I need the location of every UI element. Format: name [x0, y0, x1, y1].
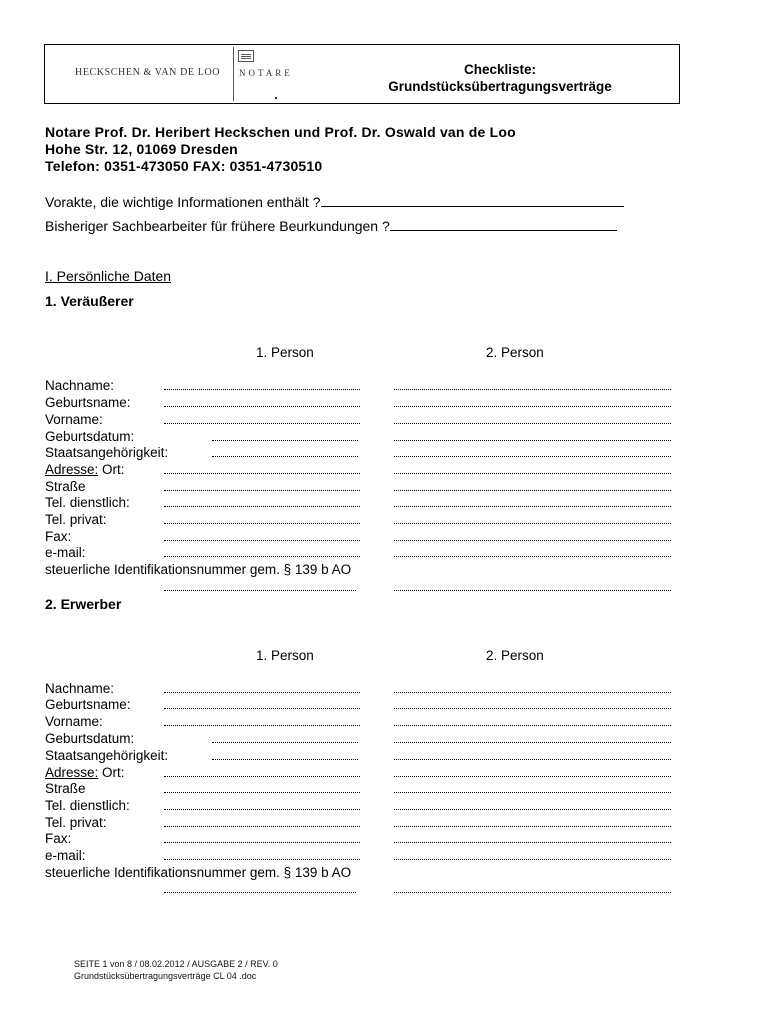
document-title-line1: Checkliste: — [463, 62, 537, 77]
logo-divider — [233, 47, 234, 101]
label-ort-erwerber: Ort: — [98, 765, 125, 780]
label-geburtsdatum-erwerber: Geburtsdatum: — [45, 731, 135, 746]
crest-icon — [238, 50, 254, 62]
field-ort-erwerber-p1[interactable] — [164, 774, 360, 777]
column-person-2: 2. Person — [486, 345, 544, 360]
field-strasse-p2[interactable] — [394, 488, 671, 491]
label-strasse: Straße — [45, 479, 86, 494]
field-geburtsname-erwerber-p2[interactable] — [394, 706, 671, 709]
label-email: e-mail: — [45, 545, 86, 560]
column-person-1: 1. Person — [256, 345, 314, 360]
field-geburtsname-p2[interactable] — [394, 404, 671, 407]
field-tel-dienstlich-p1[interactable] — [164, 504, 360, 507]
field-email-p1[interactable] — [164, 554, 360, 557]
field-vorname-p2[interactable] — [394, 421, 671, 424]
field-tel-dienstlich-erwerber-p2[interactable] — [394, 807, 671, 810]
field-nachname-p2[interactable] — [394, 387, 671, 390]
field-geburtsdatum-p2[interactable] — [394, 438, 671, 441]
question-vorakte — [45, 194, 624, 210]
field-ort-erwerber-p2[interactable] — [394, 774, 671, 777]
field-tel-privat-p2[interactable] — [394, 521, 671, 524]
address-line-1: Notare Prof. Dr. Heribert Heckschen und Prof. Dr. Oswald van de Loo — [45, 124, 516, 140]
field-geburtsname-erwerber-p1[interactable] — [164, 706, 360, 709]
logo-notare: NOTARE — [239, 68, 293, 78]
label-vorname: Vorname: — [45, 412, 103, 427]
field-geburtsdatum-erwerber-p1[interactable] — [212, 740, 358, 743]
field-email-erwerber-p1[interactable] — [164, 857, 360, 860]
column-person-2-erwerber: 2. Person — [486, 648, 544, 663]
field-fax-erwerber-p1[interactable] — [164, 840, 360, 843]
label-staatsangehoerigkeit: Staatsangehörigkeit: — [45, 445, 169, 460]
field-steuer-id-erwerber-p2[interactable] — [394, 890, 671, 893]
question-vorakte-label: Vorakte, die wichtige Informationen enthält ? — [45, 194, 321, 210]
field-steuer-id-p2[interactable] — [394, 588, 671, 591]
field-nachname-erwerber-p1[interactable] — [164, 690, 360, 693]
field-ort-p1[interactable] — [164, 471, 360, 474]
label-tel-privat-erwerber: Tel. privat: — [45, 815, 107, 830]
document-title-line2: Grundstücksübertragungsverträge — [388, 79, 612, 94]
field-tel-dienstlich-erwerber-p1[interactable] — [164, 807, 360, 810]
field-tel-dienstlich-p2[interactable] — [394, 504, 671, 507]
field-vorname-erwerber-p2[interactable] — [394, 723, 671, 726]
field-nachname-erwerber-p2[interactable] — [394, 690, 671, 693]
field-strasse-erwerber-p2[interactable] — [394, 790, 671, 793]
footer-filename: Grundstücksübertragungsverträge CL 04 .doc — [74, 971, 257, 981]
label-nachname-erwerber: Nachname: — [45, 681, 115, 696]
address-line-3: Telefon: 0351-473050 FAX: 0351-4730510 — [45, 158, 323, 174]
label-tel-privat: Tel. privat: — [45, 512, 107, 527]
label-adresse: Adresse: — [45, 462, 99, 477]
section-title: I. Persönliche Daten — [45, 268, 172, 284]
field-strasse-erwerber-p1[interactable] — [164, 790, 360, 793]
field-strasse-p1[interactable] — [164, 488, 360, 491]
field-fax-p2[interactable] — [394, 538, 671, 541]
field-geburtsname-p1[interactable] — [164, 404, 360, 407]
address-line-2: Hohe Str. 12, 01069 Dresden — [45, 141, 238, 157]
subsection-veraeusserer: 1. Veräußerer — [45, 293, 134, 309]
field-fax-erwerber-p2[interactable] — [394, 840, 671, 843]
label-adresse-ort-erwerber — [45, 765, 125, 781]
question-sachbearbeiter — [45, 218, 617, 234]
field-geburtsdatum-p1[interactable] — [212, 438, 358, 441]
field-nachname-p1[interactable] — [164, 387, 360, 390]
field-vorname-p1[interactable] — [164, 421, 360, 424]
label-strasse-erwerber: Straße — [45, 781, 86, 796]
label-staatsangehoerigkeit-erwerber: Staatsangehörigkeit: — [45, 748, 169, 763]
field-email-p2[interactable] — [394, 554, 671, 557]
header-box — [44, 44, 680, 104]
label-vorname-erwerber: Vorname: — [45, 714, 103, 729]
label-ort: Ort: — [98, 462, 125, 477]
field-geburtsdatum-erwerber-p2[interactable] — [394, 740, 671, 743]
label-tel-dienstlich-erwerber: Tel. dienstlich: — [45, 798, 130, 813]
label-geburtsname: Geburtsname: — [45, 395, 131, 410]
label-steuer-id: steuerliche Identifikationsnummer gem. § 139 b AO — [45, 562, 352, 577]
label-adresse-ort — [45, 462, 125, 478]
subsection-erwerber: 2. Erwerber — [45, 596, 122, 612]
label-nachname: Nachname: — [45, 378, 115, 393]
sachbearbeiter-input-line[interactable] — [390, 218, 617, 231]
label-tel-dienstlich: Tel. dienstlich: — [45, 495, 130, 510]
field-staatsangehoerigkeit-p2[interactable] — [394, 454, 671, 457]
label-adresse-erwerber: Adresse: — [45, 765, 99, 780]
field-email-erwerber-p2[interactable] — [394, 857, 671, 860]
field-staatsangehoerigkeit-erwerber-p1[interactable] — [212, 757, 358, 760]
field-staatsangehoerigkeit-p1[interactable] — [212, 454, 358, 457]
label-geburtsdatum: Geburtsdatum: — [45, 429, 135, 444]
field-tel-privat-erwerber-p1[interactable] — [164, 824, 360, 827]
field-steuer-id-erwerber-p1[interactable] — [164, 890, 356, 893]
field-vorname-erwerber-p1[interactable] — [164, 723, 360, 726]
logo-firm-name: HECKSCHEN & VAN DE LOO — [75, 67, 221, 78]
field-ort-p2[interactable] — [394, 471, 671, 474]
label-fax: Fax: — [45, 529, 72, 544]
column-person-1-erwerber: 1. Person — [256, 648, 314, 663]
logo-dot — [275, 97, 277, 99]
question-sachbearbeiter-label: Bisheriger Sachbearbeiter für frühere Beurkundungen ? — [45, 218, 390, 234]
label-geburtsname-erwerber: Geburtsname: — [45, 697, 131, 712]
field-tel-privat-erwerber-p2[interactable] — [394, 824, 671, 827]
field-steuer-id-p1[interactable] — [164, 588, 356, 591]
field-fax-p1[interactable] — [164, 538, 360, 541]
field-staatsangehoerigkeit-erwerber-p2[interactable] — [394, 757, 671, 760]
label-email-erwerber: e-mail: — [45, 848, 86, 863]
footer-page-info: SEITE 1 von 8 / 08.02.2012 / AUSGABE 2 / REV. 0 — [74, 959, 278, 969]
label-steuer-id-erwerber: steuerliche Identifikationsnummer gem. § 139 b AO — [45, 865, 352, 880]
field-tel-privat-p1[interactable] — [164, 521, 360, 524]
vorakte-input-line[interactable] — [321, 194, 624, 207]
label-fax-erwerber: Fax: — [45, 831, 72, 846]
